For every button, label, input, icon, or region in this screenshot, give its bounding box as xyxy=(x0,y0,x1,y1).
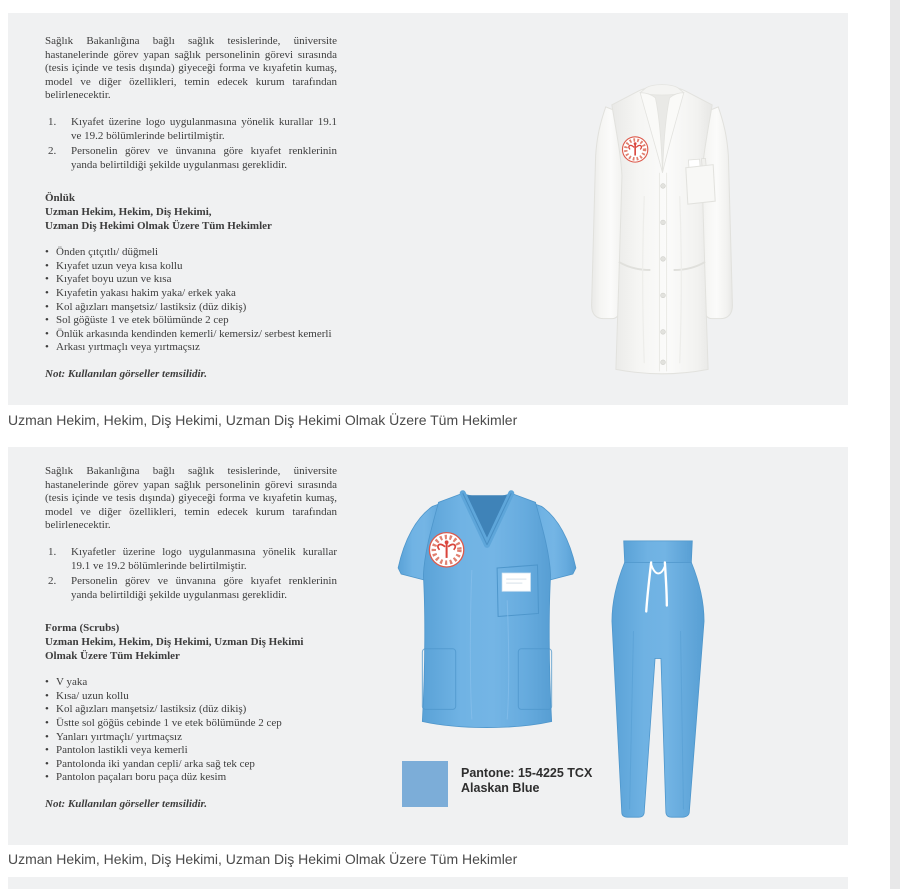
spec-bullet: • Kıyafetin yakası hakim yaka/ erkek yaka xyxy=(45,287,337,301)
caption-panel1: Uzman Hekim, Hekim, Diş Hekimi, Uzman Diş Hekimi Olmak Üzere Tüm Hekimler xyxy=(8,412,518,428)
onluk-text-column xyxy=(45,35,337,381)
logo-rules-list xyxy=(45,546,337,602)
scrub-top-image xyxy=(386,479,588,757)
ministry-of-health-logo-icon xyxy=(622,137,647,162)
section-heading-block xyxy=(45,622,337,663)
spec-bullet: • Kıyafet uzun veya kısa kollu xyxy=(45,260,337,274)
pantone-code: Pantone: 15-4225 TCX xyxy=(461,766,593,780)
rule-item: Kıyafetler üzerine logo uygulanmasına yönelik kurallar 19.1 ve 19.2 bölümlerinde belirtilmiştir. xyxy=(71,545,337,572)
panel-onluk xyxy=(8,13,848,405)
logo-rules-list xyxy=(45,116,337,172)
spec-bullet: • Pantolon paçaları boru paça düz kesim xyxy=(45,771,337,785)
pantone-label xyxy=(461,766,592,796)
spec-bullet: • Üstte sol göğüs cebinde 1 ve etek bölümünde 2 cep xyxy=(45,717,337,731)
section-subheading-line1: Uzman Hekim, Hekim, Diş Hekimi, Uzman Diş Hekimi xyxy=(45,635,304,648)
spec-bullet: • Kol ağızları manşetsiz/ lastiksiz (düz dikiş) xyxy=(45,301,337,315)
panel-forma-scrubs xyxy=(8,447,848,845)
caption-panel2: Uzman Hekim, Hekim, Diş Hekimi, Uzman Diş Hekimi Olmak Üzere Tüm Hekimler xyxy=(8,851,518,867)
spec-bullet: • V yaka xyxy=(45,676,337,690)
spec-bullet: • Arkası yırtmaçlı veya yırtmaçsız xyxy=(45,341,337,355)
next-panel-partial xyxy=(8,877,848,889)
spec-bullet: • Pantolonda iki yandan cepli/ arka sağ tek cep xyxy=(45,758,337,772)
representative-note: Not: Kullanılan görseller temsilidir. xyxy=(45,367,207,380)
spec-bullet-list xyxy=(45,246,337,355)
lab-coat-image xyxy=(548,73,776,385)
spec-bullet-list xyxy=(45,676,337,785)
rule-item: Kıyafet üzerine logo uygulanmasına yönelik kurallar 19.1 ve 19.2 bölümlerinde belirtilmiştir. xyxy=(71,115,337,142)
spec-bullet: • Yanları yırtmaçlı/ yırtmaçsız xyxy=(45,731,337,745)
spec-bullet: • Kol ağızları manşetsiz/ lastiksiz (düz dikiş) xyxy=(45,703,337,717)
pantone-color-swatch xyxy=(402,761,448,807)
intro-paragraph: Sağlık Bakanlığına bağlı sağlık tesislerinde, üniversite hastanelerinde görev yapan sağlık personelinin görevi sırasında (tesis içinde ve tesis dışında) giyeceği forma ve kıyafetin kumaş, model ve diğer özellikleri, temin edecek kurum tarafından belirlenecektir. xyxy=(45,35,337,102)
pants-body xyxy=(612,562,704,817)
section-heading: Forma (Scrubs) xyxy=(45,622,120,635)
scrollbar[interactable] xyxy=(890,0,900,889)
section-heading-block xyxy=(45,192,337,233)
spec-bullet: • Sol göğüste 1 ve etek bölümünde 2 cep xyxy=(45,314,337,328)
spec-bullet: • Önlük arkasında kendinden kemerli/ kemersiz/ serbest kemerli xyxy=(45,328,337,342)
ministry-of-health-logo-icon xyxy=(429,533,463,567)
section-heading: Önlük xyxy=(45,192,75,205)
spec-bullet: • Kısa/ uzun kollu xyxy=(45,690,337,704)
rule-item: Personelin görev ve ünvanına göre kıyafet renklerinin yanda belirtildiği şekilde uygulanması gereklidir. xyxy=(71,145,337,171)
pantone-swatch-row xyxy=(402,761,592,807)
scrub-pants-image xyxy=(594,533,722,827)
spec-bullet: • Kıyafet boyu uzun ve kısa xyxy=(45,273,337,287)
section-subheading-line2: Uzman Diş Hekimi Olmak Üzere Tüm Hekimler xyxy=(45,219,272,232)
rule-item: Personelin görev ve ünvanına göre kıyafet renklerinin yanda belirtildiği şekilde uygulanması gereklidir. xyxy=(71,575,337,601)
section-subheading-line1: Uzman Hekim, Hekim, Diş Hekimi, xyxy=(45,205,212,218)
pantone-name: Alaskan Blue xyxy=(461,781,540,795)
spec-bullet: • Önden çıtçıtlı/ düğmeli xyxy=(45,246,337,260)
representative-note: Not: Kullanılan görseller temsilidir. xyxy=(45,797,207,810)
spec-bullet: • Pantolon lastikli veya kemerli xyxy=(45,744,337,758)
pants-waistband xyxy=(624,541,693,563)
forma-text-column xyxy=(45,465,337,811)
intro-paragraph: Sağlık Bakanlığına bağlı sağlık tesislerinde, üniversite hastanelerinde görev yapan sağlık personelinin görevi sırasında (tesis içinde ve tesis dışında) giyeceği forma ve kıyafetin kumaş, model ve diğer özellikleri, temin edecek kurum tarafından belirlenecektir. xyxy=(45,465,337,532)
section-subheading-line2: Olmak Üzere Tüm Hekimler xyxy=(45,649,180,662)
